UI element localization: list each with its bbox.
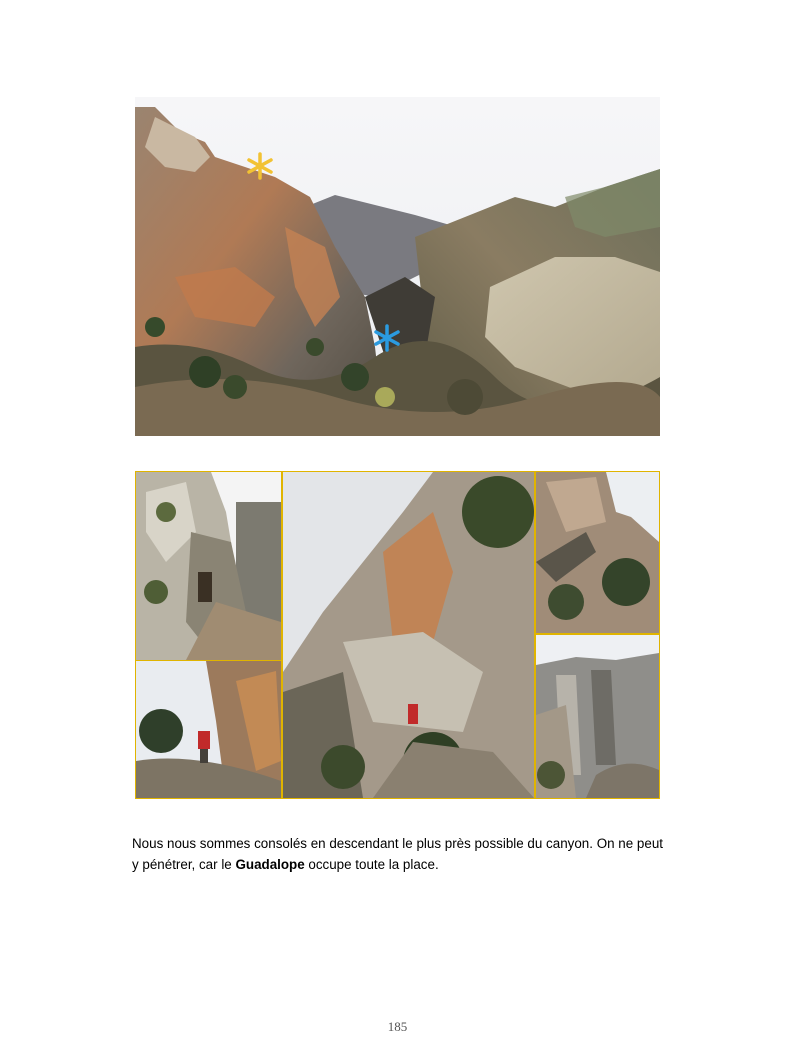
- photo-collage: [135, 471, 660, 799]
- caption-text: Nous nous sommes consolés en descendant le plus près possible du canyon. On ne peut y pénétrer, car le: [132, 836, 663, 872]
- collage-photo-cliff-face: [283, 472, 534, 798]
- page-number: 185: [387, 1019, 408, 1034]
- collage-photo-rock-wall: [136, 472, 281, 660]
- caption-text-end: occupe toute la place.: [304, 857, 439, 872]
- photo-caption: [132, 833, 663, 875]
- yellow-asterisk-icon: [246, 152, 274, 180]
- canyon-landscape-photo: [135, 97, 660, 436]
- blue-asterisk-icon: [373, 324, 401, 352]
- collage-photo-cliff-tree: [536, 472, 659, 633]
- collage-photo-mountain-ridge: [536, 635, 659, 798]
- collage-photo-hiker-path: [136, 661, 281, 798]
- caption-river-name: Guadalope: [235, 857, 305, 872]
